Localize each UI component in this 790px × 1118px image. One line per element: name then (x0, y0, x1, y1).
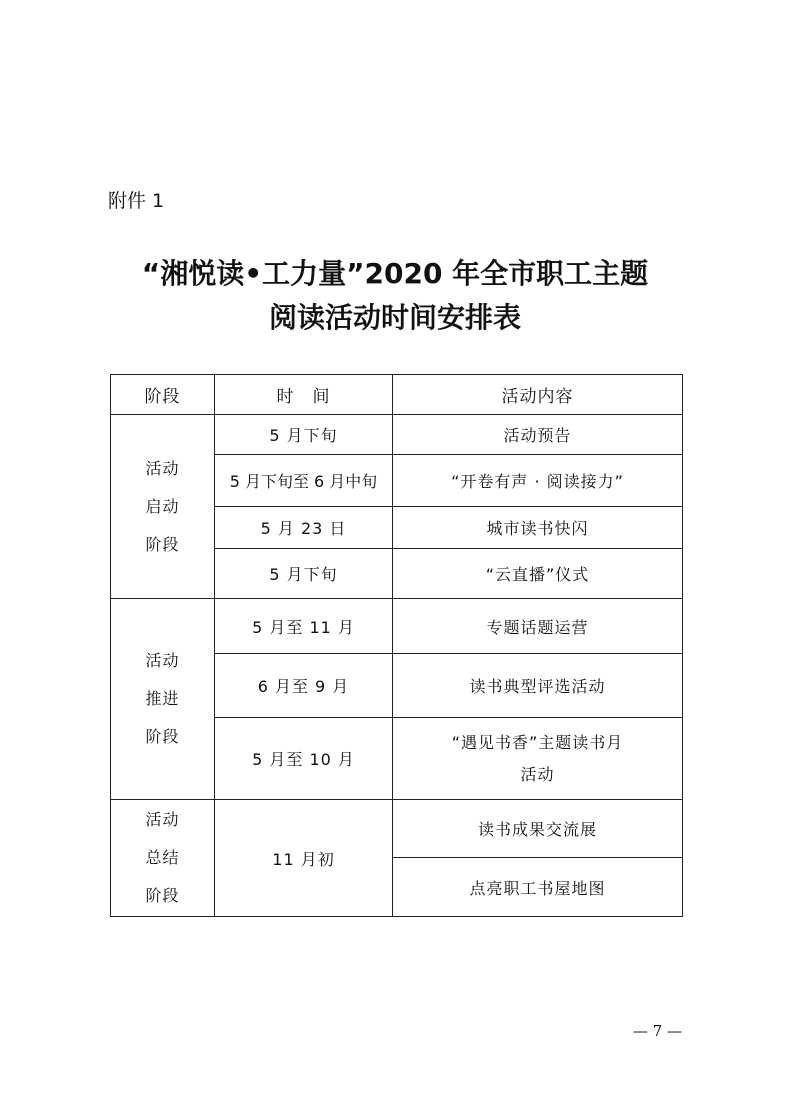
content-cell: 专题话题运营 (393, 599, 683, 654)
time-cell: 5 月至 11 月 (215, 599, 393, 654)
title-line-2: 阅读活动时间安排表 (268, 301, 521, 334)
content-cell: 读书成果交流展 (393, 800, 683, 858)
attachment-label: 附件 1 (108, 190, 165, 212)
time-cell: 5 月 23 日 (215, 507, 393, 549)
schedule-table (110, 374, 683, 917)
content-cell: 读书典型评选活动 (393, 654, 683, 718)
content-cell: 活动预告 (393, 415, 683, 455)
time-cell: 11 月初 (215, 800, 393, 917)
content-cell: “开卷有声 · 阅读接力” (393, 455, 683, 507)
document-title (0, 252, 790, 340)
phase-name-cell: 活动 总结 阶段 (111, 800, 215, 917)
table-row (111, 800, 683, 858)
content-cell: “云直播”仪式 (393, 549, 683, 599)
content-cell: 城市读书快闪 (393, 507, 683, 549)
table-row (111, 415, 683, 455)
phase-name-cell: 活动 推进 阶段 (111, 599, 215, 800)
time-cell: 5 月下旬至 6 月中旬 (215, 455, 393, 507)
content-line: 活动 (520, 764, 555, 784)
header-time: 时 间 (215, 375, 393, 415)
time-cell: 6 月至 9 月 (215, 654, 393, 718)
time-cell: 5 月至 10 月 (215, 718, 393, 800)
time-cell: 5 月下旬 (215, 549, 393, 599)
header-phase: 阶段 (111, 375, 215, 415)
header-content: 活动内容 (393, 375, 683, 415)
table-header-row (111, 375, 683, 415)
page-number: — 7 — (632, 1022, 682, 1040)
phase-name-cell: 活动 启动 阶段 (111, 415, 215, 599)
title-line-1: “湘悦读•工力量”2020 年全市职工主题 (141, 257, 649, 290)
time-cell: 5 月下旬 (215, 415, 393, 455)
table-row (111, 599, 683, 654)
content-cell (393, 718, 683, 800)
content-line: “遇见书香”主题读书月 (451, 732, 624, 752)
content-cell: 点亮职工书屋地图 (393, 858, 683, 917)
